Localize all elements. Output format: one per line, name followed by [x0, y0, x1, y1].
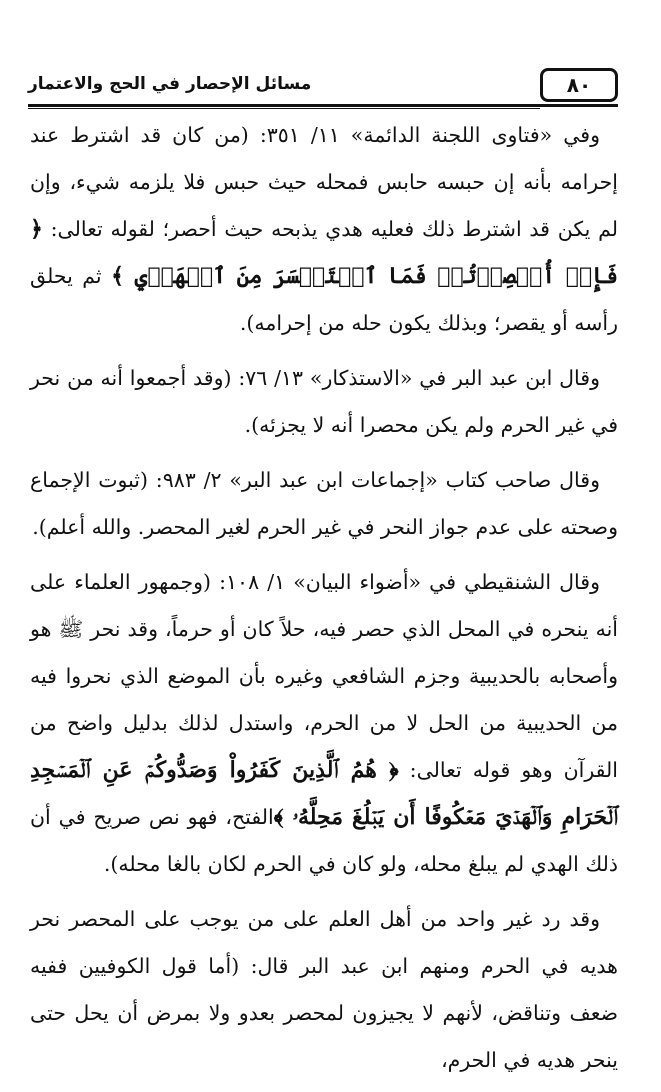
page-number: ٨٠ [566, 73, 592, 97]
paragraph-text: وقال ابن عبد البر في «الاستذكار» ١٣/ ٧٦: (وقد أجمعوا أنه من نحر في غير الحرم ولم يكن محصرا أنه لا يجزئه). [30, 366, 618, 437]
paragraph [30, 355, 618, 449]
header-rule [28, 104, 618, 107]
paragraph [30, 112, 618, 347]
paragraph [30, 457, 618, 551]
quran-quote: ﴿ هُمُ ٱلَّذِينَ كَفَرُواْ وَصَدُّوكُمۡ عَنِ ٱلۡمَسۡجِدِ ٱلۡحَرَامِ وَٱلۡهَدۡيَ مَعۡكُوفًا أَن يَبۡلُغَ مَحِلَّهُۥ ﴾ [30, 757, 618, 830]
paragraph-text: ثم يحلق رأسه أو يقصر؛ وبذلك يكون حله من إحرامه). [30, 264, 618, 335]
paragraph-text: وفي «فتاوى اللجنة الدائمة» ١١/ ٣٥١: (من كان قد اشترط عند إحرامه بأنه إن حبسه حابس فمحله حيث حبس فلا يلزمه شيء، وإن لم يكن قد اشترط ذلك فعليه هدي يذبحه حيث أحصر؛ لقوله تعالى: [30, 123, 618, 241]
paragraph-text: وقد رد غير واحد من أهل العلم على من يوجب على المحصر نحر هديه في الحرم ومنهم ابن عبد البر قال: (أما قول الكوفيين ففيه ضعف وتناقض، لأنهم لا يجيزون لمحصر بعدو ولا بمرض أن يحل حتى ينحر هديه في الحرم، [30, 907, 618, 1072]
quran-quote: ﴿ فَإِنۡ أُحۡصِرۡتُمۡ فَمَا ٱسۡتَيۡسَرَ مِنَ ٱلۡهَدۡيِ ﴾ [30, 216, 618, 289]
paragraph-text: الفتح، فهو نص صريح في أن ذلك الهدي لم يبلغ محله، ولو كان في الحرم لكان بالغا محله). [30, 805, 618, 876]
header-rule-thin [28, 108, 540, 109]
running-title: مسائل الإحصار في الحج والاعتمار [28, 74, 312, 94]
page-header [28, 62, 618, 106]
page-number-box [540, 68, 618, 102]
body-text [30, 112, 618, 1092]
paragraph-text: وقال الشنقيطي في «أضواء البيان» ١/ ١٠٨: (وجمهور العلماء على أنه ينحره في المحل الذي حصر فيه، حلاً كان أو حرماً، وقد نحر ﷺ هو وأصحابه بالحديبية وجزم الشافعي وغيره بأن الموضع الذي نحروا فيه من الحديبية من الحل لا من الحرم، واستدل لذلك بدليل واضح من القرآن وهو قوله تعالى: [30, 570, 618, 782]
paragraph [30, 896, 618, 1084]
paragraph [30, 559, 618, 888]
paragraph-text: وقال صاحب كتاب «إجماعات ابن عبد البر» ٢/ ٩٨٣: (ثبوت الإجماع وصحته على عدم جواز النحر في غير الحرم لغير المحصر. والله أعلم). [30, 468, 618, 539]
